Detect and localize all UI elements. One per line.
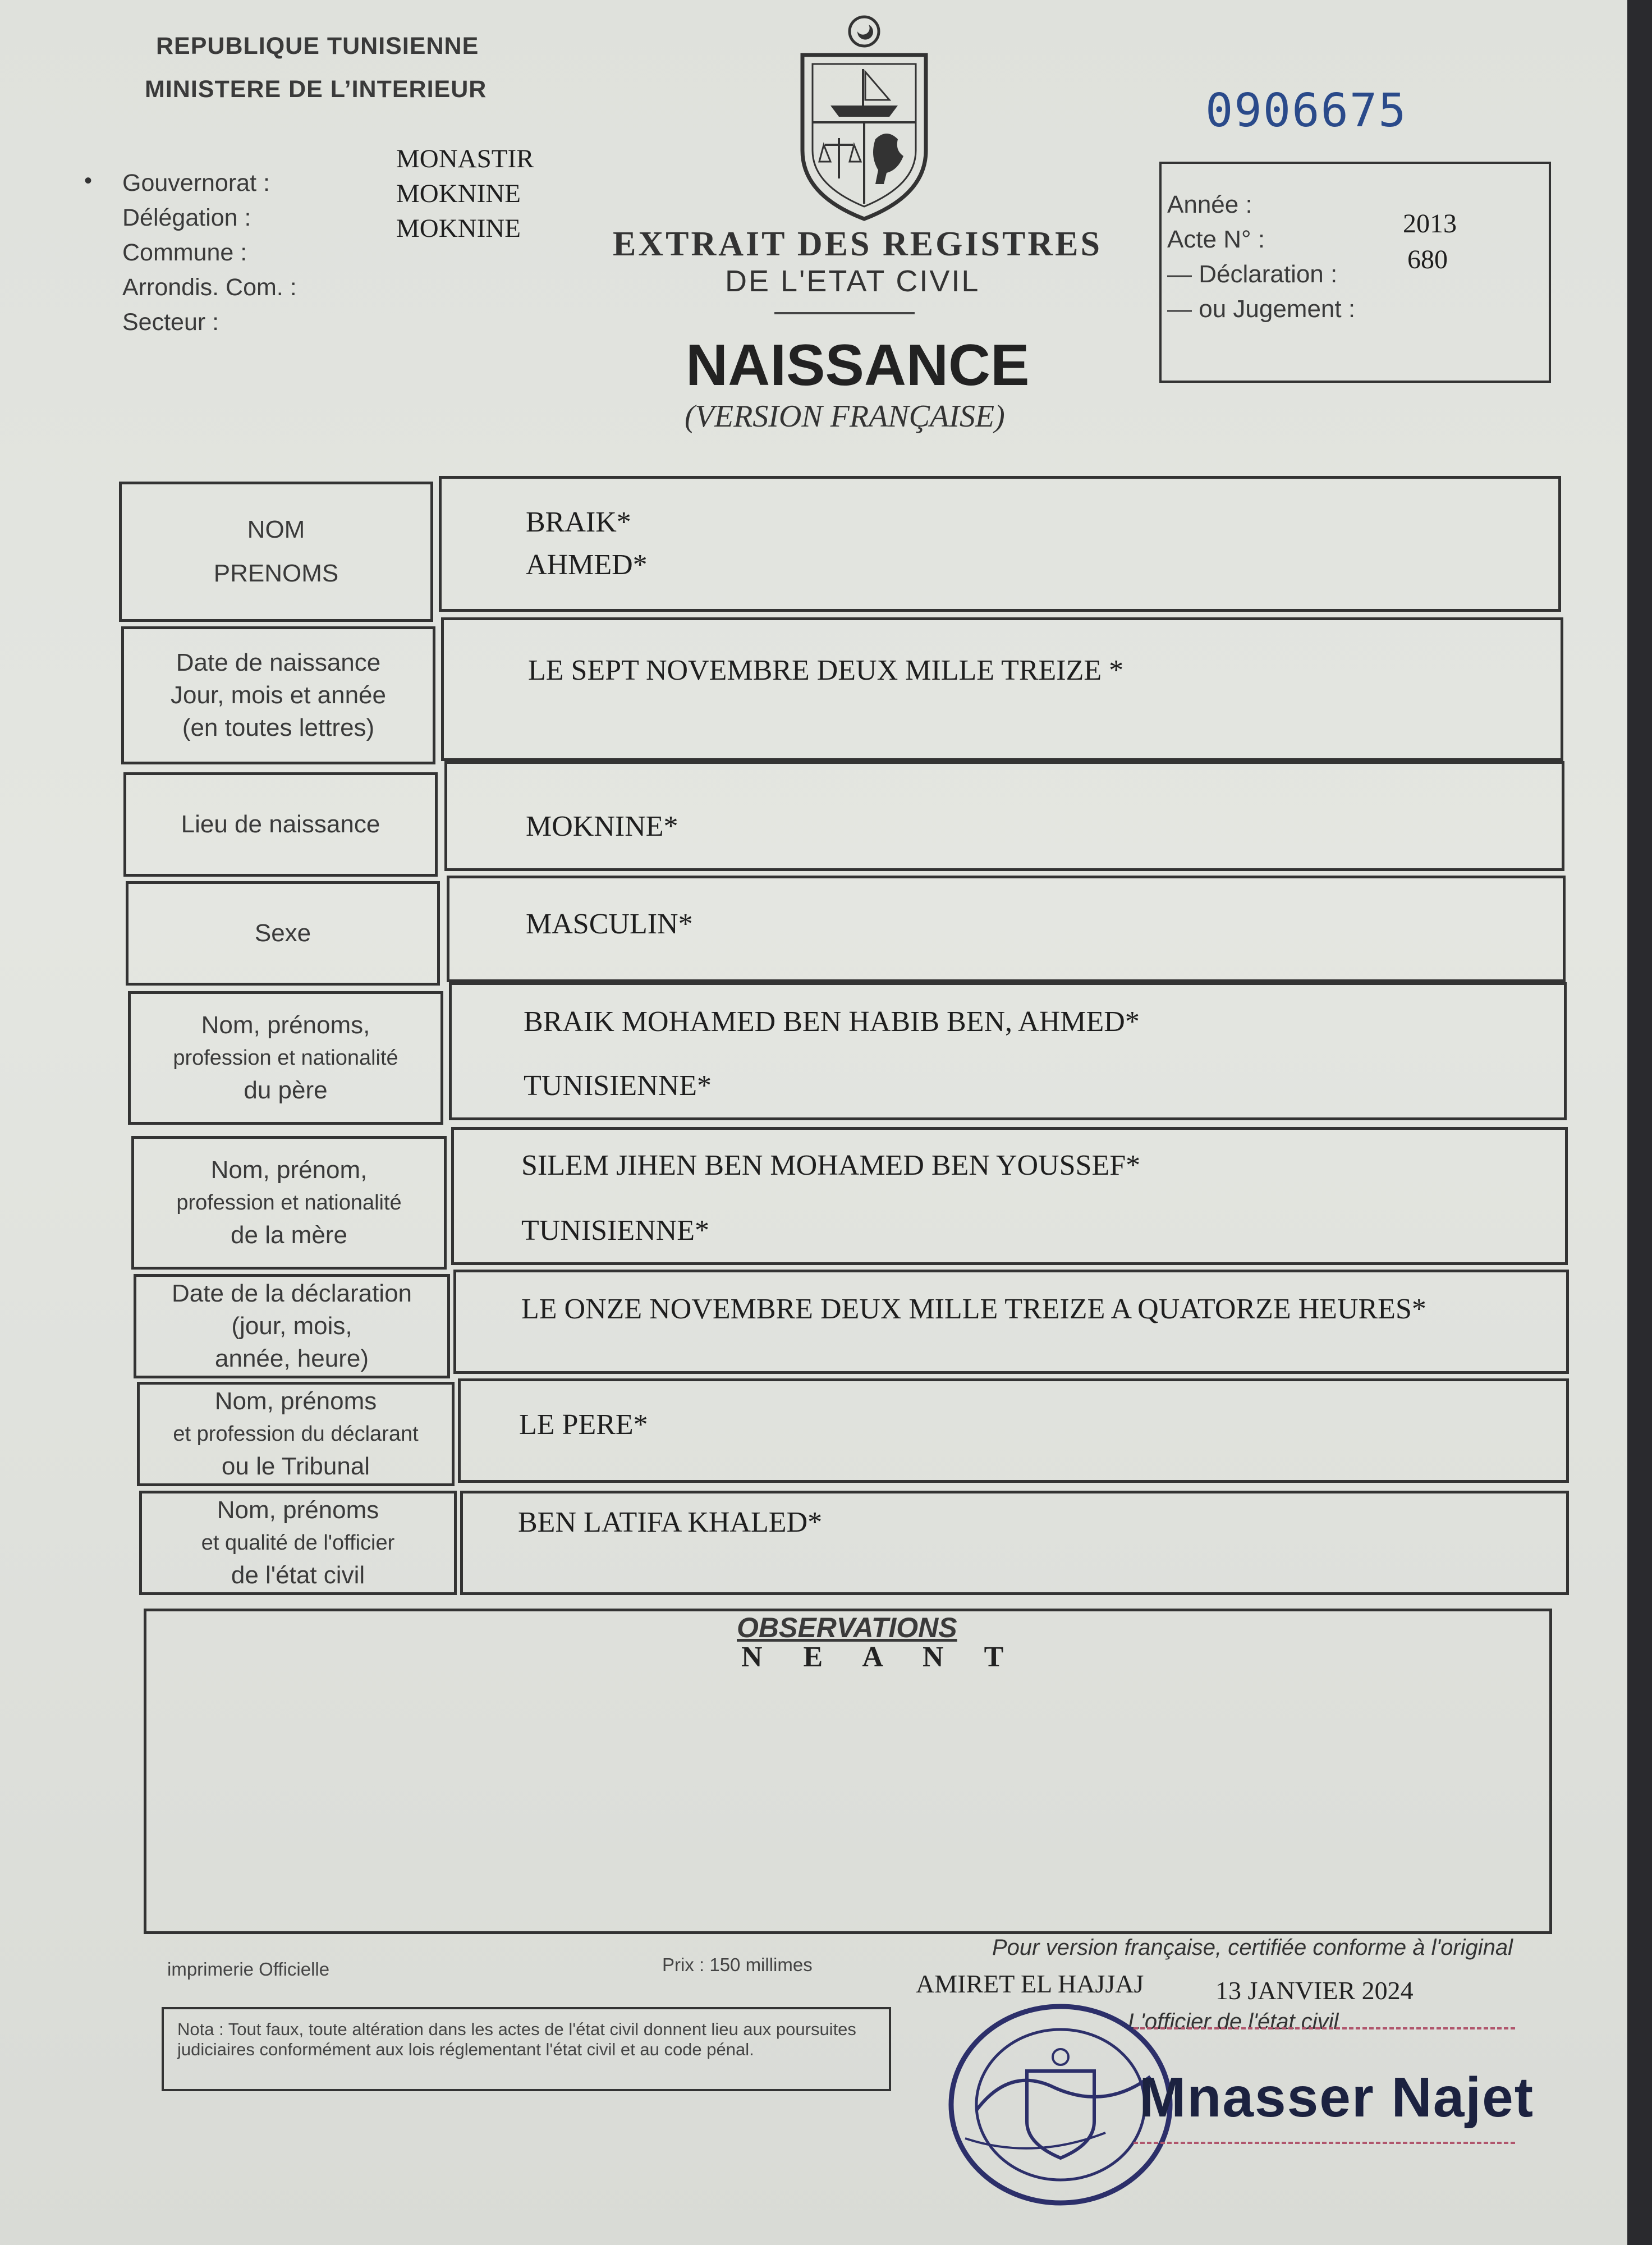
father-value-box xyxy=(449,982,1567,1120)
sex-value: MASCULIN* xyxy=(526,908,693,940)
birth-place-label: Lieu de naissance xyxy=(181,810,380,838)
stamp-top-border xyxy=(1134,2027,1515,2029)
birth-date-value-box xyxy=(441,617,1563,761)
mother-value-box xyxy=(451,1127,1568,1265)
sex-value-box xyxy=(447,876,1566,982)
legal-note-text: Nota : Tout faux, toute altération dans les actes de l'état civil donnent lieu aux poursuites judiciaires conformément aux lois réglementant l'état civil et au code pénal. xyxy=(177,2019,856,2059)
printer-label: imprimerie Officielle xyxy=(167,1959,330,1980)
judgment-label: — ou Jugement : xyxy=(1167,295,1356,323)
signature-stamp: Mnasser Najet xyxy=(1139,2066,1535,2129)
title-divider xyxy=(774,312,915,314)
declaration-date-value-box xyxy=(453,1270,1569,1374)
birth-date-sublabel: Jour, mois et année xyxy=(170,681,386,709)
governorate-label: Gouvernorat : xyxy=(122,169,270,196)
birth-date-label: Date de naissance xyxy=(176,649,381,676)
surname-value: BRAIK* xyxy=(526,506,631,538)
commune-label: Commune : xyxy=(122,239,247,266)
legal-note-box xyxy=(162,2007,891,2091)
officer-value-box xyxy=(460,1491,1569,1595)
location-labels xyxy=(122,166,297,340)
father-label: Nom, prénoms, xyxy=(201,1011,370,1039)
declaration-label: — Déclaration : xyxy=(1167,260,1338,288)
act-number-label: Acte N° : xyxy=(1167,226,1265,253)
act-number-value: 680 xyxy=(1407,245,1448,274)
name-value-box xyxy=(439,476,1561,612)
declarant-value: LE PERE* xyxy=(519,1409,648,1441)
declaration-date-label-box xyxy=(134,1274,450,1378)
title-main: NAISSANCE xyxy=(686,333,1030,398)
officer-label-box xyxy=(139,1491,457,1595)
declarant-note: ou le Tribunal xyxy=(221,1453,370,1480)
declarant-value-box xyxy=(458,1378,1569,1483)
mother-nationality-value: TUNISIENNE* xyxy=(521,1215,710,1247)
name-label-box xyxy=(119,482,433,622)
father-sublabel: profession et nationalité xyxy=(173,1046,398,1070)
declarant-label: Nom, prénoms xyxy=(214,1387,377,1415)
title-line1: EXTRAIT DES REGISTRES xyxy=(613,225,1102,263)
title-version: (VERSION FRANÇAISE) xyxy=(685,399,1005,434)
surname-label: NOM xyxy=(247,516,305,543)
officer-title: L'officier de l'état civil xyxy=(1128,2009,1339,2034)
mother-label-box xyxy=(131,1136,447,1270)
delegation-label: Délégation : xyxy=(122,204,251,231)
year-value: 2013 xyxy=(1403,209,1457,239)
birth-date-note: (en toutes lettres) xyxy=(182,714,375,741)
officer-value: BEN LATIFA KHALED* xyxy=(518,1506,823,1538)
father-name-value: BRAIK MOHAMED BEN HABIB BEN, AHMED* xyxy=(524,1006,1140,1038)
delegation-value: MOKNINE xyxy=(396,179,521,208)
mother-label: Nom, prénom, xyxy=(210,1156,368,1184)
act-labels xyxy=(1167,187,1355,327)
issue-place: AMIRET EL HAJJAJ xyxy=(916,1969,1144,1998)
serial-number: 0906675 xyxy=(1205,84,1407,138)
sector-label: Secteur : xyxy=(122,309,219,336)
certified-text: Pour version française, certifiée conforme à l'original xyxy=(992,1935,1513,1960)
birth-place-value: MOKNINE* xyxy=(526,810,678,842)
mother-sublabel: profession et nationalité xyxy=(176,1191,402,1215)
ministry-heading: MINISTERE DE L’INTERIEUR xyxy=(145,76,487,103)
bullet-mark: • xyxy=(84,168,93,193)
officer-note: de l'état civil xyxy=(231,1561,365,1589)
mother-name-value: SILEM JIHEN BEN MOHAMED BEN YOUSSEF* xyxy=(521,1149,1141,1181)
father-nationality-value: TUNISIENNE* xyxy=(524,1070,712,1102)
mother-note: de la mère xyxy=(231,1221,347,1249)
birth-date-value: LE SEPT NOVEMBRE DEUX MILLE TREIZE * xyxy=(528,654,1124,686)
declaration-date-sublabel: (jour, mois, xyxy=(231,1312,352,1340)
title-line2: DE L'ETAT CIVIL xyxy=(725,264,980,298)
officer-sublabel: et qualité de l'officier xyxy=(201,1531,395,1555)
observations-box xyxy=(144,1609,1552,1934)
father-label-box xyxy=(128,991,443,1125)
declaration-date-note: année, heure) xyxy=(215,1345,369,1372)
declaration-date-value: LE ONZE NOVEMBRE DEUX MILLE TREIZE A QUATORZE HEURES* xyxy=(521,1293,1426,1325)
location-values xyxy=(396,141,534,246)
father-note: du père xyxy=(244,1076,328,1104)
officer-label: Nom, prénoms xyxy=(217,1496,379,1524)
governorate-value: MONASTIR xyxy=(396,144,534,173)
commune-value: MOKNINE xyxy=(396,214,521,243)
arrondissement-label: Arrondis. Com. : xyxy=(122,274,297,301)
stamp-bottom-border xyxy=(1134,2142,1515,2144)
declarant-label-box xyxy=(137,1382,455,1486)
declarant-sublabel: et profession du déclarant xyxy=(173,1422,419,1446)
firstname-value: AHMED* xyxy=(526,549,648,581)
sex-label-box xyxy=(126,881,440,986)
birth-date-label-box xyxy=(121,626,435,764)
observations-title: OBSERVATIONS xyxy=(737,1612,957,1643)
year-label: Année : xyxy=(1167,191,1252,218)
price-label: Prix : 150 millimes xyxy=(662,1954,813,1975)
declaration-date-label: Date de la déclaration xyxy=(171,1280,412,1307)
issue-date: 13 JANVIER 2024 xyxy=(1215,1976,1414,2005)
coat-of-arms-emblem xyxy=(791,10,937,223)
birth-place-value-box xyxy=(444,761,1564,871)
observations-value: N E A N T xyxy=(741,1641,1021,1673)
birth-place-label-box xyxy=(123,772,438,877)
firstname-label: PRENOMS xyxy=(213,560,339,587)
republic-heading: REPUBLIQUE TUNISIENNE xyxy=(156,33,479,59)
sex-label: Sexe xyxy=(254,919,311,947)
